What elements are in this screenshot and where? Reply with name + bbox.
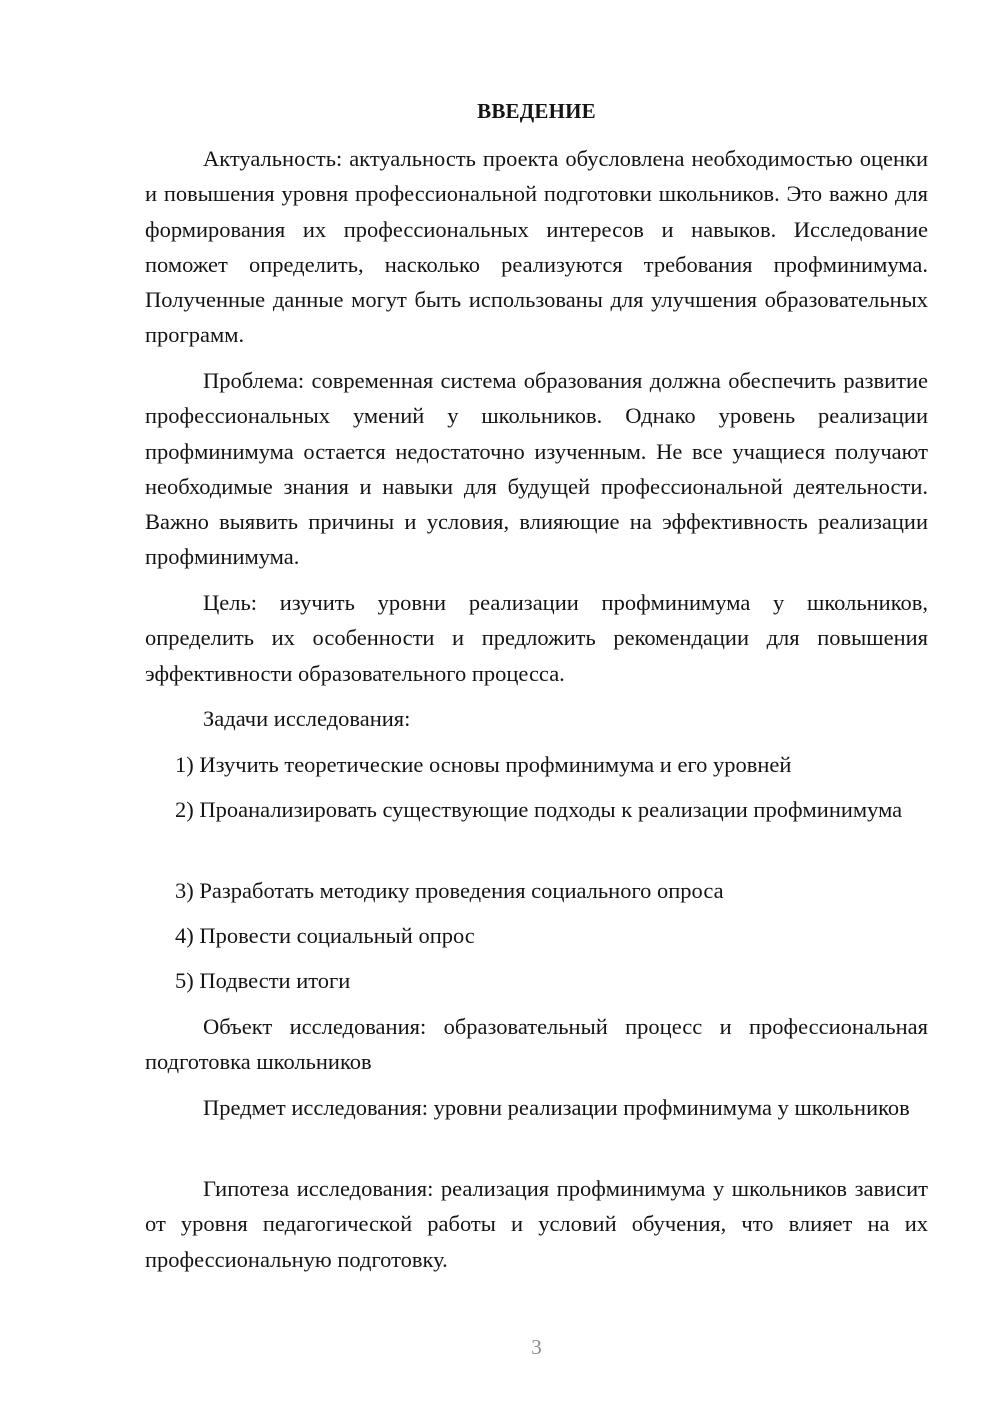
paragraph-object: Объект исследования: образовательный процесс и профессиональная подготовка школьников <box>145 1014 928 1075</box>
page-number: 3 <box>531 1335 542 1359</box>
task-item-4: 4) Провести социальный опрос <box>175 923 475 948</box>
task-item-5: 5) Подвести итоги <box>175 968 351 993</box>
paragraph-problem: Проблема: современная система образования должна обеспечить развитие профессиональных умений у школьников. Однако уровень реализации профминимума остается недостаточно изученным. Не все учащиеся получают необходимые знания и навыки для будущей профессиональной деятельности. Важно выявить причины и условия, влияющие на эффективность реализации профминимума. <box>145 368 928 570</box>
paragraph-hypothesis: Гипотеза исследования: реализация профминимума у школьников зависит от уровня педагогической работы и условий обучения, что влияет на их профессиональную подготовку. <box>145 1176 928 1272</box>
task-item-1: 1) Изучить теоретические основы профминимума и его уровней <box>175 752 792 777</box>
task-item-3: 3) Разработать методику проведения социального опроса <box>175 878 724 903</box>
tasks-title: Задачи исследования: <box>203 706 411 731</box>
paragraph-subject: Предмет исследования: уровни реализации профминимума у школьников <box>203 1095 910 1120</box>
paragraph-relevance: Актуальность: актуальность проекта обусловлена необходимостью оценки и повышения уровня профессиональной подготовки школьников. Это важно для формирования их профессиональных интересов и навыков. Исследование поможет определить, насколько реализуются требования профминимума. Полученные данные могут быть использованы для улучшения образовательных программ. <box>145 146 928 348</box>
paragraph-goal: Цель: изучить уровни реализации профминимума у школьников, определить их особенности и предложить рекомендации для повышения эффективности образовательного процесса. <box>145 590 928 686</box>
task-item-2: 2) Проанализировать существующие подходы к реализации профминимума <box>175 797 903 822</box>
section-heading: ВВЕДЕНИЕ <box>477 99 596 123</box>
